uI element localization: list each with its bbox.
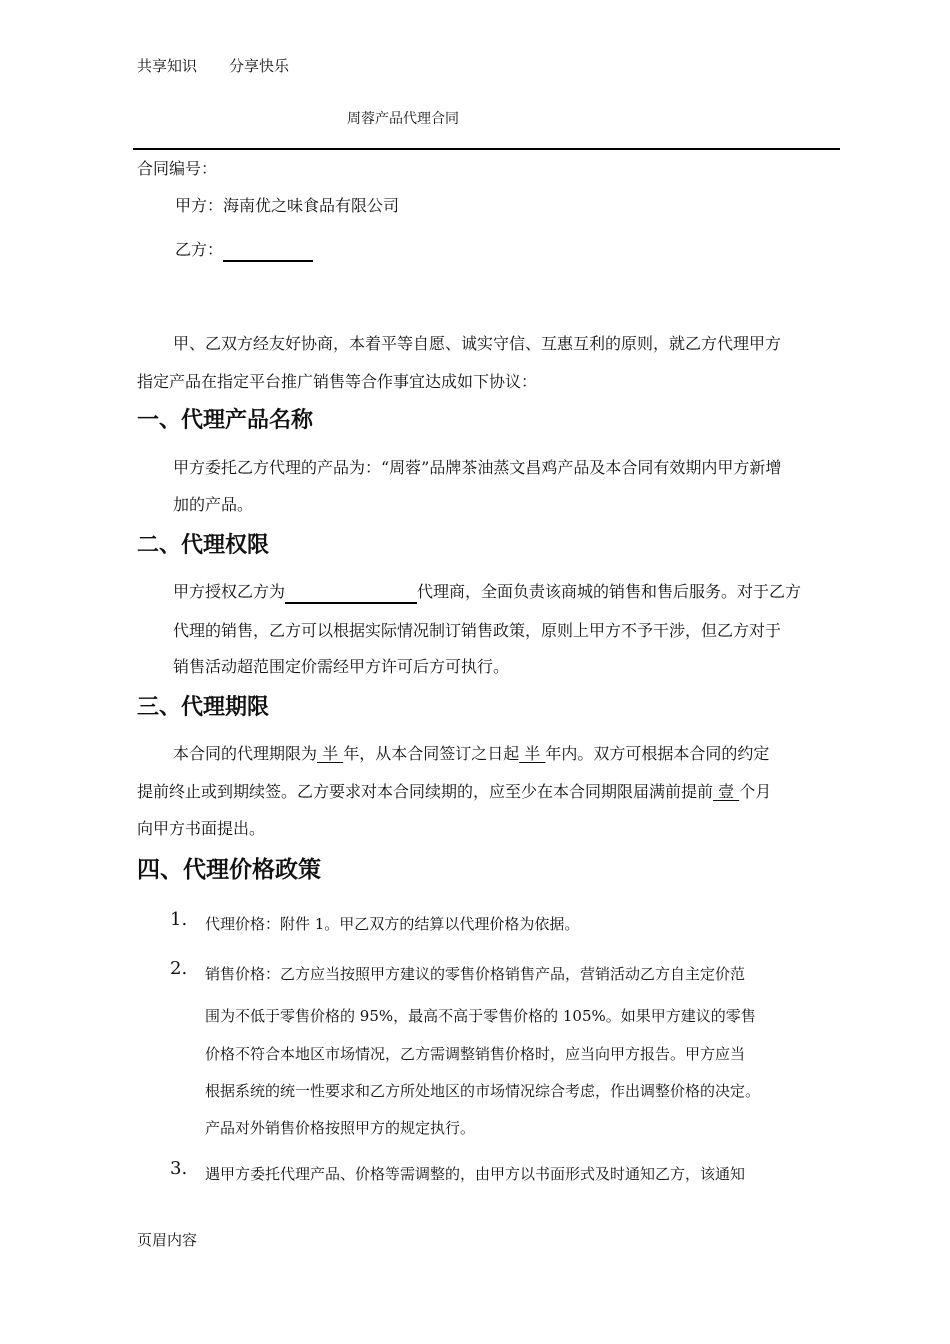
item-2-line-5: 产品对外销售价格按照甲方的规定执行。 [205, 1119, 476, 1137]
section-2-line-1 [173, 582, 801, 604]
term-value-3: 壹 [713, 782, 740, 801]
section-3-line-1 [173, 744, 769, 764]
section-2-line-2: 代理的销售，乙方可以根据实际情况制订销售政策，原则上甲方不予干涉，但乙方对于 [173, 621, 782, 640]
agent-type-blank [285, 582, 417, 604]
header-left-2: 分享快乐 [229, 57, 290, 75]
section-2-line-3: 销售活动超范围定价需经甲方许可后方可执行。 [173, 657, 510, 676]
section-3-line-3: 向甲方书面提出。 [137, 819, 266, 838]
section-1-line-2: 加的产品。 [173, 495, 254, 514]
party-b-label: 乙方： [175, 240, 224, 259]
term-value-2: 半 [519, 744, 546, 763]
item-3-line-1: 遇甲方委托代理产品、价格等需调整的，由甲方以书面形式及时通知乙方，该通知 [205, 1165, 746, 1183]
section-1-line-1: 甲方委托乙方代理的产品为：“周蓉”品牌茶油蒸文昌鸡产品及本合同有效期内甲方新增 [173, 458, 782, 477]
item-2-line-3: 价格不符合本地区市场情况，乙方需调整销售价格时，应当向甲方报告。甲方应当 [205, 1045, 746, 1063]
section-3-line-2 [137, 782, 771, 802]
contract-number-label: 合同编号： [137, 159, 218, 178]
page-footer: 页眉内容 [137, 1231, 198, 1249]
item-1-text: 代理价格：附件 1。甲乙双方的结算以代理价格为依据。 [205, 915, 580, 933]
section-2-line-1-post: 代理商，全面负责该商城的销售和售后服务。对于乙方 [417, 582, 802, 601]
intro-line-1: 甲、乙双方经友好协商，本着平等自愿、诚实守信、互惠互利的原则，就乙方代理甲方 [173, 334, 782, 353]
section-3-line-1c: 年内。双方可根据本合同的约定 [545, 744, 770, 763]
section-2-line-1-pre: 甲方授权乙方为 [173, 582, 286, 601]
section-3-line-1a: 本合同的代理期限为 [173, 744, 318, 763]
party-b-blank [223, 240, 313, 262]
item-2-number: 2. [170, 958, 188, 979]
section-2-heading: 二、代理权限 [137, 533, 270, 558]
term-value-1: 半 [317, 744, 344, 763]
section-3-heading: 三、代理期限 [137, 695, 270, 720]
section-4-heading: 四、代理价格政策 [137, 857, 321, 883]
item-2-line-1: 销售价格：乙方应当按照甲方建议的零售价格销售产品，营销活动乙方自主定价范 [205, 965, 746, 983]
header-left-1: 共享知识 [137, 57, 198, 75]
party-b [175, 240, 313, 262]
doc-title: 周蓉产品代理合同 [347, 111, 459, 127]
section-1-heading: 一、代理产品名称 [137, 408, 314, 433]
section-3-line-2a: 提前终止或到期续签。乙方要求对本合同续期的，应至少在本合同期限届满前提前 [137, 782, 714, 801]
item-2-line-2: 围为不低于零售价格的 95%，最高不高于零售价格的 105%。如果甲方建议的零售 [205, 1007, 756, 1025]
intro-line-2: 指定产品在指定平台推广销售等合作事宜达成如下协议： [137, 372, 538, 391]
section-3-line-2b: 个月 [739, 782, 772, 801]
item-1-number: 1. [170, 909, 188, 930]
party-a: 甲方：海南优之味食品有限公司 [175, 196, 400, 215]
header-rule [133, 148, 840, 150]
section-3-line-1b: 年，从本合同签订之日起 [343, 744, 520, 763]
item-2-line-4: 根据系统的统一性要求和乙方所处地区的市场情况综合考虑，作出调整价格的决定。 [205, 1082, 761, 1100]
item-3-number: 3. [170, 1158, 188, 1179]
